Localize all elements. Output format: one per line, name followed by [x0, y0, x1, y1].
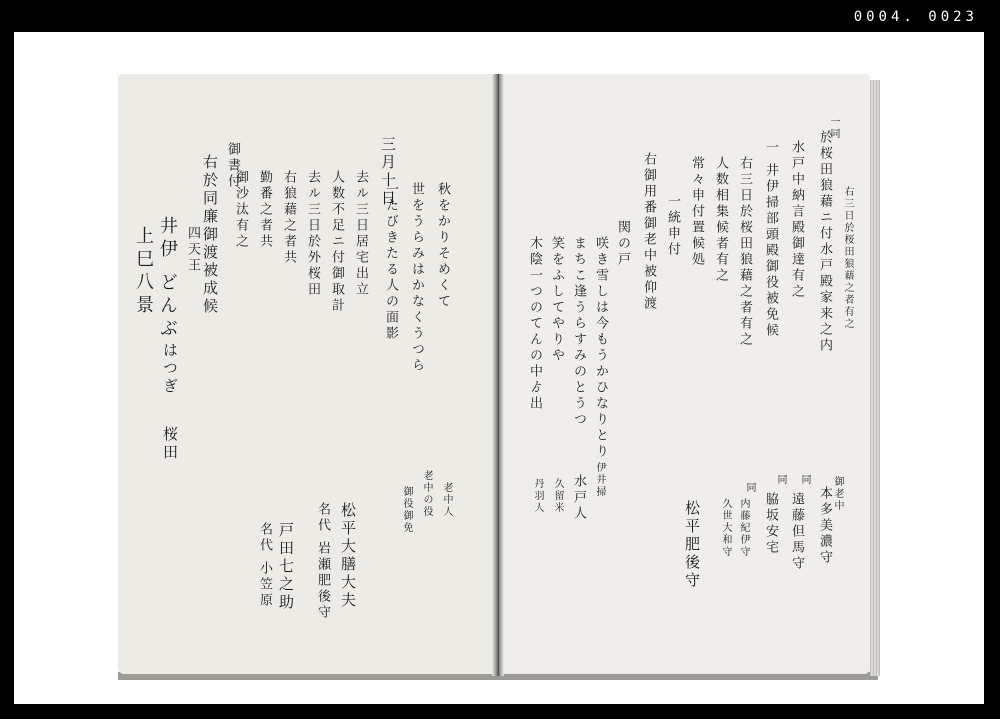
right-sig-c6: 久世大和守 [720, 498, 731, 558]
right-col-6: 人数相集候者有之 [713, 156, 728, 284]
left-sig-r2: 老中の役 [421, 470, 432, 518]
open-book [118, 74, 878, 682]
left-col-11: 御書付 [225, 142, 240, 190]
right-sig-b: 松平肥後守 [683, 500, 701, 590]
right-sig-c4: 脇坂安宅 [763, 492, 778, 556]
poem-line-3: 笑をふしてやりや [549, 236, 564, 364]
left-sig-l2: 井伊 どんぶ [157, 216, 178, 342]
left-sig-m2: 名代 岩瀬肥後守 [315, 502, 330, 622]
frame-code: 0004. 0023 [853, 9, 978, 25]
left-col-1: 秋をかりそめくて [435, 182, 450, 310]
date-heading: 三月十日 [379, 136, 397, 208]
same-mark-1: 同 [799, 474, 810, 486]
left-sig-r1: 老中人 [441, 482, 452, 518]
right-col-7: 常々申付置候処 [689, 156, 704, 268]
left-col-2: 世をうらみはかなくうつら [409, 182, 424, 374]
left-sig-r3: 御役御免 [401, 486, 412, 534]
book-gutter [492, 74, 504, 676]
left-page [118, 74, 496, 674]
left-col-12: 右於同廉御渡被成候 [201, 154, 219, 316]
right-sig-c2: 本多美濃守 [817, 486, 832, 566]
poem-line-1: 咲き雪しは今もうかひなりとり [593, 236, 608, 460]
right-sig-a3: 久留米 [552, 478, 563, 514]
left-sig-l3: はつぎ [161, 342, 179, 396]
right-sig-a2: 水戸人 [571, 474, 586, 522]
left-sig-l1: 四天王 [185, 226, 200, 274]
right-col-2: 於桜田狼藉ニ付水戸殿家来之内 [817, 130, 832, 354]
left-col-9: 勤番之者共 [257, 170, 272, 250]
left-col-5: 去ル三日居宅出立 [353, 170, 368, 298]
poem-title: 関の戸 [615, 220, 630, 268]
right-sig-a4: 丹羽人 [532, 478, 543, 514]
right-sig-c3: 遠藤但馬守 [789, 492, 804, 572]
left-sig-m4: 名代 小笠原 [257, 522, 272, 610]
left-col-7: 去ル三日於外桜田 [305, 170, 320, 298]
right-col-4: 一 井伊掃部頭殿御役被免候 [763, 140, 778, 340]
poem-line-4: 木陰一つのてんの中ゟ出 [527, 236, 542, 412]
right-col-9: 右御用番御老中被仰渡 [641, 152, 656, 312]
right-page [498, 74, 870, 674]
left-sig-l5: 上巳八景 [133, 226, 154, 318]
left-col-3: 一たびきたる人の面影 [383, 182, 398, 342]
same-mark-3: 同 [744, 482, 755, 494]
right-col-1: 一同 [828, 116, 839, 140]
right-col-5: 右三日於桜田狼藉之者有之 [737, 156, 752, 348]
right-sig-a1: 伊井掃 [594, 462, 605, 498]
right-col-8: 一統申付 [665, 194, 680, 258]
poem-line-2: まちこ逢うらすみのとうつ [571, 236, 586, 428]
right-sig-c5: 内藤紀伊守 [738, 498, 749, 558]
right-col-3: 水戸中納言殿御達有之 [789, 140, 804, 300]
right-sig-c1: 御老中 [832, 476, 843, 512]
page-edges [870, 80, 880, 676]
left-sig-m3: 戸田七之助 [277, 522, 295, 612]
left-sig-l4: 桜田 [161, 426, 179, 462]
right-note-1: 右三日於桜田狼藉之者有之 [842, 186, 853, 330]
same-mark-2: 同 [775, 474, 786, 486]
left-col-8: 右狼藉之者共 [281, 170, 296, 266]
left-sig-m1: 松平大膳大夫 [339, 502, 357, 610]
left-col-6: 人数不足ニ付御取計 [329, 170, 344, 314]
left-col-10: 御沙汰有之 [233, 170, 248, 250]
